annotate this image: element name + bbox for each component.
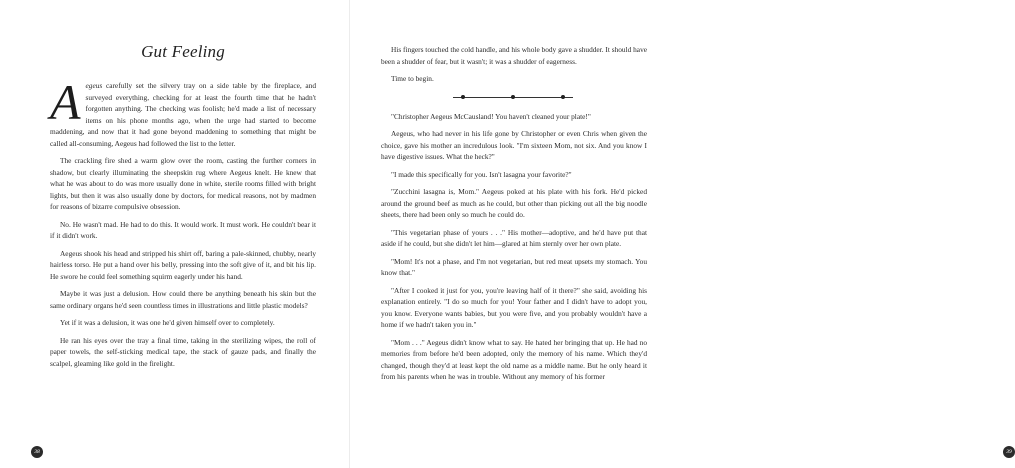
left-text-column xyxy=(50,74,316,375)
paragraph: "Mom . . ." Aegeus didn't know what to say. He hated her bringing that up. He had no memories from before he'd been adopted, only the memory of his name. Which they'd changed, though they'd at least kept the old name as a middle name. But he only heard it from his parents when he was in trouble. Without any memory of his former xyxy=(381,337,647,381)
paragraph: "I made this specifically for you. Isn't lasagna your favorite?" xyxy=(391,169,572,179)
continued-paragraph: His fingers touched the cold handle, and his whole body gave a shudder. It should have been a shudder of fear, but it wasn't; it was a shudder of eagerness. xyxy=(381,45,647,66)
chapter-title: Gut Feeling xyxy=(141,42,225,61)
page-number-right: 39 xyxy=(1003,446,1015,458)
left-page xyxy=(0,0,349,468)
scene-break-dot xyxy=(561,95,565,99)
paragraph: "This vegetarian phase of yours . . ." His mother—adoptive, and he'd have put that aside if he could, but she didn't let him—glared at him sternly over her own plate. xyxy=(381,227,647,248)
paragraph: Yet if it was a delusion, it was one he'd given himself over to completely. xyxy=(60,318,275,327)
right-text-column xyxy=(381,44,647,389)
paragraph: Aegeus shook his head and stripped his shirt off, baring a pale-skinned, chubby, nearly hairless torso. He put a hand over his belly, pressing into the soft give of it, and bit his lip. He swore he could feel something squirm eagerly under his hand. xyxy=(50,248,316,281)
drop-cap: A xyxy=(50,74,81,130)
paragraph: He ran his eyes over the tray a final time, taking in the sterilizing wipes, the roll of paper towels, the self-sticking medical tape, the stack of gauze pads, and finally the scalpel, gleaming like gold in the firelight. xyxy=(50,335,316,368)
opening-paragraph xyxy=(50,74,316,149)
paragraph: "After I cooked it just for you, you're leaving half of it there?" she said, avoiding his explanation entirely. "I do so much for you! Your father and I didn't have to adopt you, you know. Everyone wants babies, but you were five, and you probably wouldn't have a home if we hadn't taken you in." xyxy=(381,285,647,329)
lead-word: egeus xyxy=(85,81,103,90)
scene-break-dot xyxy=(511,95,515,99)
scene-break-ornament xyxy=(381,91,647,103)
page-number-left: 38 xyxy=(31,446,43,458)
paragraph: "Zucchini lasagna is, Mom." Aegeus poked at his plate with his fork. He'd picked around the ground beef as much as he could, but other than picking out all the big noodle sheets, there had been only so much he could do. xyxy=(381,187,647,219)
paragraph: Time to begin. xyxy=(391,74,434,83)
right-page xyxy=(350,0,1012,468)
paragraph: "Christopher Aegeus McCausland! You haven't cleaned your plate!" xyxy=(391,111,591,121)
paragraph: No. He wasn't mad. He had to do this. It would work. It must work. He couldn't bear it if it didn't work. xyxy=(50,219,316,240)
paragraph: Maybe it was just a delusion. How could there be anything beneath his skin but the same ordinary organs he'd seen countless times in illustrations and little plastic models? xyxy=(50,289,316,310)
opening-paragraph-text: carefully set the silvery tray on a side table by the fireplace, and surveyed everything, checking for at least the fourth time that he hadn't forgotten anything. The checking was foolish; he'd made a list of necessary items on his phone months ago, when the urge had started to become maddening, and now that it had gone beyond maddening to something that might be called all-consuming, Aegeus had followed the list to the letter. xyxy=(50,81,316,148)
paragraph: "Mom! It's not a phase, and I'm not vegetarian, but red meat upsets my stomach. You know that." xyxy=(381,256,647,277)
paragraph: Aegeus, who had never in his life gone by Christopher or even Chris when given the choice, gave his mother an incredulous look. "I'm sixteen Mom, not six. And you know I have digestive issues. What the heck?" xyxy=(381,129,647,161)
paragraph: The crackling fire shed a warm glow over the room, casting the further corners in shadow, but clearly illuminating the sheepskin rug where Aegeus knelt. He knew that what he was about to do was more usually done in white, sterile rooms filled with bright lights, but then it was also usually done by doctors, for medical reasons, not by madmen for reasons of bizarre compulsive obsession. xyxy=(50,156,316,211)
scene-break-dot xyxy=(461,95,465,99)
